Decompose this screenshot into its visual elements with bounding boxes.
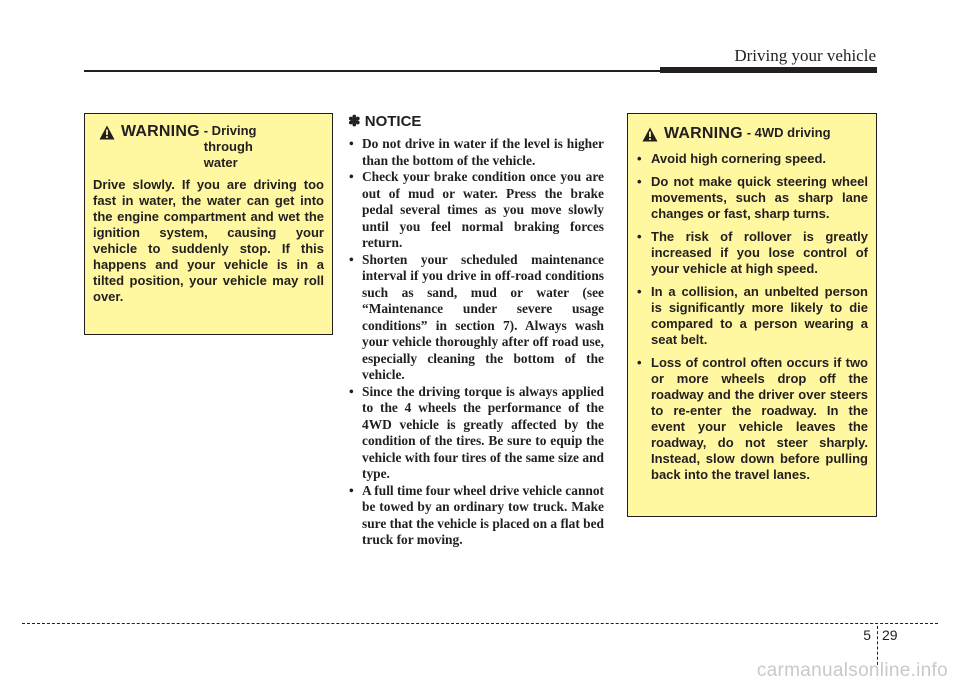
notice-item: • Shorten your scheduled maintenance interval if you drive in off-road conditions such as sand, mud or water (see “Maintenance under severe usage conditions” in section 7). Always wash your vehicle thoroughly after off road use, especially cleaning the bottom of the vehicle.: [348, 252, 604, 384]
warning-box-4wd-driving: [627, 113, 877, 517]
warning-subtitle: - Driving through water: [203, 123, 257, 170]
chapter-number: 5: [863, 627, 871, 643]
warning-item: • The risk of rollover is greatly increased if you lose control of your vehicle at high speed.: [636, 229, 868, 277]
warning-label: WARNING: [664, 125, 743, 142]
warning-triangle-icon: [642, 127, 658, 142]
warning-body: Drive slowly. If you are driving too fast in water, the water can get into the engine compartment and wet the ignition system, causing your vehicle to suddenly stop. If this happens and your vehicle is in a tilted position, your vehicle may roll over.: [93, 177, 324, 304]
warning-box-driving-through-water: [84, 113, 333, 335]
notice-item: • Do not drive in water if the level is higher than the bottom of the vehicle.: [348, 136, 604, 169]
warning-list: [636, 151, 868, 483]
notice-item: • Since the driving torque is always applied to the 4 wheels the performance of the 4WD vehicle is greatly affected by the condition of the tires. Be sure to equip the vehicle with four tires of the same size and type.: [348, 384, 604, 483]
warning-subtitle: - 4WD driving: [746, 125, 831, 140]
notice-title: ✽ NOTICE: [348, 113, 422, 130]
section-title: Driving your vehicle: [734, 46, 876, 65]
page-number: 29: [882, 627, 898, 643]
header-rule-accent: [660, 67, 877, 73]
warning-item: • Loss of control often occurs if two or more wheels drop off the roadway and the driver over steers to re-enter the roadway. In the event your vehicle leaves the roadway, do not steer sharply. Instead, slow down before pulling back into the travel lanes.: [636, 355, 868, 483]
notice-list: [348, 136, 604, 549]
footer-rule: [22, 623, 938, 624]
notice-item: • A full time four wheel drive vehicle cannot be towed by an ordinary tow truck. Make sure that the vehicle is placed on a flat bed truck for moving.: [348, 483, 604, 549]
warning-item: • Do not make quick steering wheel movements, such as sharp lane changes or fast, sharp turns.: [636, 174, 868, 222]
warning-triangle-icon: [99, 125, 115, 140]
warning-header: [93, 123, 324, 171]
notice-item: • Check your brake condition once you are out of mud or water. Press the brake pedal several times as you move slowly until you feel normal braking forces return.: [348, 169, 604, 252]
header-rule: [84, 70, 664, 72]
warning-header: [636, 125, 868, 142]
warning-item: • Avoid high cornering speed.: [636, 151, 868, 167]
warning-item: • In a collision, an unbelted person is significantly more likely to die compared to a person wearing a seat belt.: [636, 284, 868, 348]
warning-label: WARNING: [121, 123, 200, 140]
watermark: carmanualsonline.info: [756, 660, 948, 681]
notice-section: [348, 112, 604, 549]
